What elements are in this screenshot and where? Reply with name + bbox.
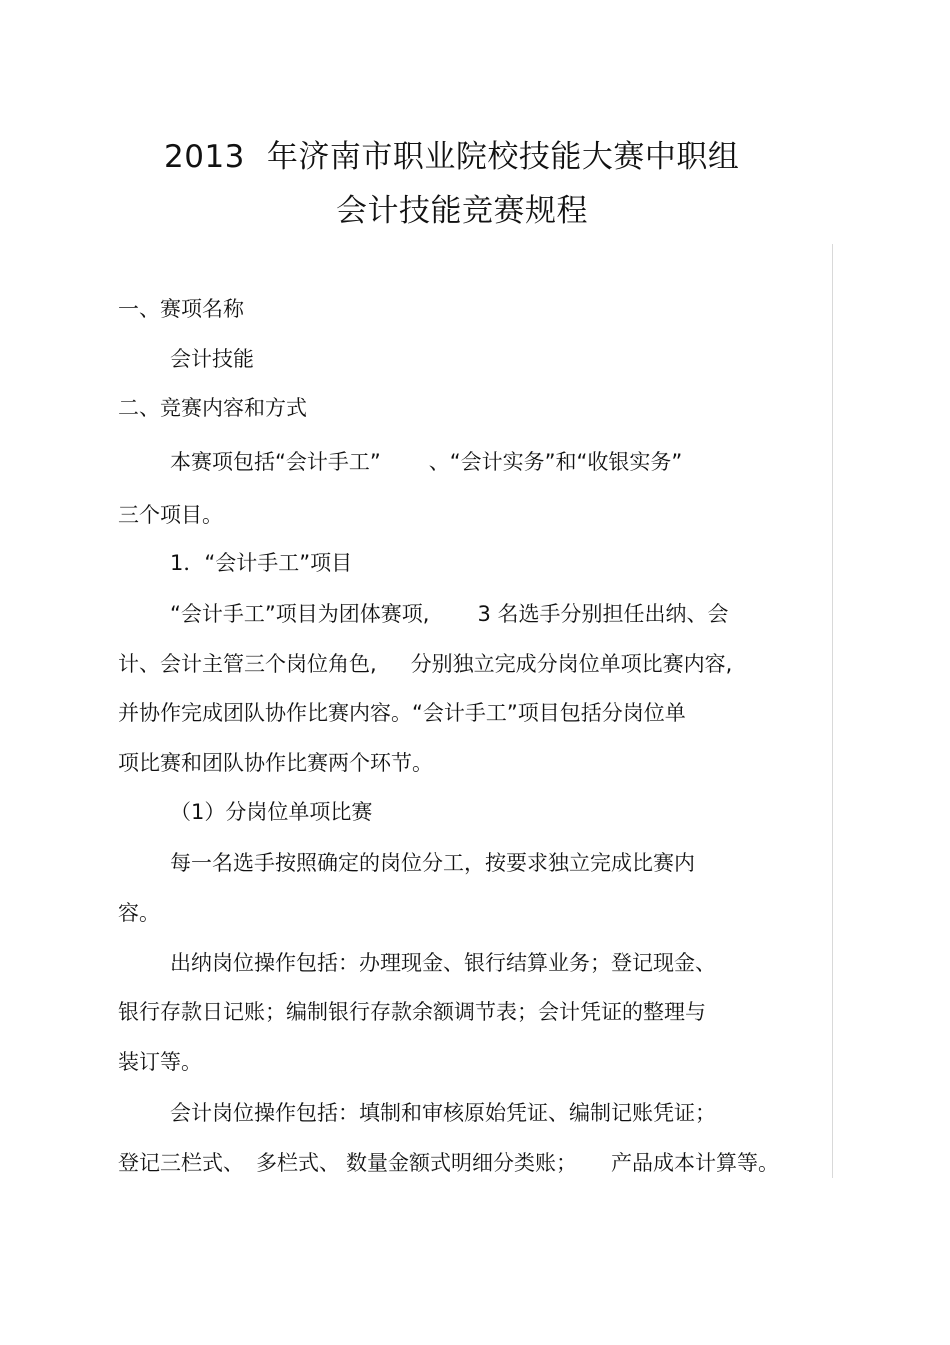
paragraph-5-part-b2: 多栏式、 (256, 1151, 340, 1175)
paragraph-2-line-2 (118, 652, 732, 676)
title-line-1-text: 年济南市职业院校技能大赛中职组 (266, 139, 740, 175)
paragraph-4-line-3: 装订等。 (118, 1050, 202, 1074)
subsection-1-heading: （1）分岗位单项比赛 (170, 800, 373, 824)
paragraph-2-line-4: 项比赛和团队协作比赛两个环节。 (118, 751, 433, 775)
section-1-body: 会计技能 (170, 347, 254, 371)
paragraph-5-part-b4: 产品成本计算等。 (611, 1151, 779, 1175)
paragraph-1-part-a: 本赛项包括“会计手工” (170, 450, 381, 474)
margin-rule (832, 244, 833, 1178)
paragraph-5-line-2 (118, 1151, 779, 1175)
item-1-heading: 1．“会计手工”项目 (170, 551, 353, 575)
section-2-heading: 二、竞赛内容和方式 (118, 396, 307, 420)
paragraph-3-line-1: 每一名选手按照确定的岗位分工，按要求独立完成比赛内 (170, 851, 695, 875)
title-year: 2013 (164, 139, 245, 175)
paragraph-5-part-b1: 登记三栏式、 (118, 1151, 244, 1175)
paragraph-2-part-a: “会计手工”项目为团体赛项, (170, 602, 430, 626)
paragraph-2-part-c: 计、会计主管三个岗位角色, (118, 652, 377, 676)
paragraph-1-line-1 (170, 450, 682, 474)
paragraph-4-line-1: 出纳岗位操作包括：办理现金、银行结算业务；登记现金、 (170, 951, 716, 975)
paragraph-1-part-b: 、“会计实务”和“收银实务” (428, 450, 683, 474)
paragraph-1-line-2: 三个项目。 (118, 503, 223, 527)
paragraph-2-part-d: 分别独立完成分岗位单项比赛内容, (410, 652, 733, 676)
paragraph-4-line-2: 银行存款日记账；编制银行存款余额调节表；会计凭证的整理与 (118, 1000, 706, 1024)
paragraph-2-line-3: 并协作完成团队协作比赛内容。“会计手工”项目包括分岗位单 (118, 701, 686, 725)
section-1-heading: 一、赛项名称 (118, 297, 244, 321)
paragraph-2-line-1 (170, 602, 728, 626)
paragraph-5-part-b3: 数量金额式明细分类账； (346, 1151, 577, 1175)
title-line-1 (164, 139, 740, 175)
title-line-2: 会计技能竞赛规程 (336, 193, 588, 229)
paragraph-3-line-2: 容。 (118, 901, 160, 925)
paragraph-5-line-1: 会计岗位操作包括：填制和审核原始凭证、编制记账凭证； (170, 1101, 716, 1125)
paragraph-2-part-b: 3 名选手分别担任出纳、会 (477, 602, 729, 626)
